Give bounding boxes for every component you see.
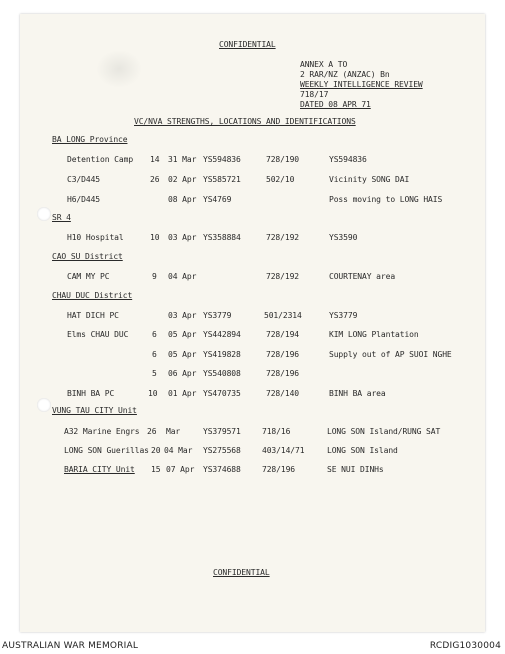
location-cell: YS419828 xyxy=(203,350,241,359)
source-cell: 728/196 xyxy=(266,350,300,359)
strength-cell: 10 xyxy=(150,233,160,242)
date-cell: 31 Mar xyxy=(168,155,197,164)
date-cell: 01 Apr xyxy=(168,389,197,398)
identification-cell: BINH BA area xyxy=(329,389,386,398)
date-cell: 08 Apr xyxy=(168,195,197,204)
archive-credit: AUSTRALIAN WAR MEMORIAL xyxy=(2,641,139,651)
date-cell: 05 Apr xyxy=(168,330,197,339)
unit-cell: HAT DICH PC xyxy=(67,311,119,320)
identification-cell: COURTENAY area xyxy=(329,272,396,281)
date-cell: 03 Apr xyxy=(168,233,197,242)
identification-cell: Vicinity SONG DAI xyxy=(329,175,410,184)
source-cell: 728/196 xyxy=(262,465,296,474)
strength-cell: 26 xyxy=(150,175,160,184)
unit-cell: LONG SON Guerillas xyxy=(64,446,149,455)
unit-cell: CAM MY PC xyxy=(67,272,110,281)
unit-cell: Elms CHAU DUC xyxy=(67,330,129,339)
source-cell: 728/140 xyxy=(266,389,300,398)
unit-cell: A32 Marine Engrs xyxy=(64,427,140,436)
strength-cell: 5 xyxy=(152,369,157,378)
location-cell: YS540808 xyxy=(203,369,241,378)
smudge-mark xyxy=(96,50,142,88)
strength-cell: 6 xyxy=(152,330,157,339)
source-cell: 728/192 xyxy=(266,272,300,281)
identification-cell: LONG SON Island xyxy=(327,446,398,455)
source-cell: 728/196 xyxy=(266,369,300,378)
location-cell: YS374688 xyxy=(203,465,241,474)
document-title: VC/NVA STRENGTHS, LOCATIONS AND IDENTIFICATIONS xyxy=(134,117,356,126)
document-page xyxy=(20,14,485,632)
location-cell: YS379571 xyxy=(203,427,241,436)
unit-cell: H10 Hospital xyxy=(67,233,124,242)
location-cell: YS275568 xyxy=(203,446,241,455)
identification-cell: KIM LONG Plantation xyxy=(329,330,419,339)
date-cell: 06 Apr xyxy=(168,369,197,378)
location-cell: YS442894 xyxy=(203,330,241,339)
location-cell: YS3779 xyxy=(203,311,232,320)
identification-cell: YS3590 xyxy=(329,233,358,242)
archive-reference: RCDIG1030004 xyxy=(429,641,501,651)
annex-line: WEEKLY INTELLIGENCE REVIEW xyxy=(300,80,423,89)
annex-line: 2 RAR/NZ (ANZAC) Bn xyxy=(300,70,390,79)
punch-hole xyxy=(37,207,51,221)
section-heading: CAO SU District xyxy=(52,252,123,261)
location-cell: YS594836 xyxy=(203,155,241,164)
date-cell: 04 Apr xyxy=(168,272,197,281)
strength-cell: 20 xyxy=(151,446,161,455)
section-heading: BA LONG Province xyxy=(52,135,128,144)
unit-cell: BINH BA PC xyxy=(67,389,115,398)
annex-line: ANNEX A TO xyxy=(300,60,348,69)
date-cell: 04 Mar xyxy=(164,446,193,455)
location-cell: YS470735 xyxy=(203,389,241,398)
strength-cell: 26 xyxy=(147,427,157,436)
annex-line: 718/17 xyxy=(300,90,329,99)
unit-cell: H6/D445 xyxy=(67,195,101,204)
source-cell: 403/14/71 xyxy=(262,446,305,455)
strength-cell: 9 xyxy=(152,272,157,281)
identification-cell: SE NUI DINHs xyxy=(327,465,384,474)
identification-cell: Supply out of AP SUOI NGHE xyxy=(329,350,452,359)
source-cell: 501/2314 xyxy=(264,311,302,320)
location-cell: YS358884 xyxy=(203,233,241,242)
location-cell: YS4769 xyxy=(203,195,232,204)
section-heading: SR 4 xyxy=(52,213,71,222)
punch-hole xyxy=(37,398,51,412)
strength-cell: 14 xyxy=(150,155,160,164)
location-cell: YS585721 xyxy=(203,175,241,184)
source-cell: 718/16 xyxy=(262,427,291,436)
annex-line: DATED 08 APR 71 xyxy=(300,100,371,109)
date-cell: Mar xyxy=(166,427,181,436)
classification-header: CONFIDENTIAL xyxy=(219,40,276,49)
date-cell: 07 Apr xyxy=(166,465,195,474)
section-heading: CHAU DUC District xyxy=(52,291,133,300)
unit-cell: BARIA CITY Unit xyxy=(64,465,135,474)
unit-cell: C3/D445 xyxy=(67,175,101,184)
section-heading: VUNG TAU CITY Unit xyxy=(52,406,137,415)
classification-footer: CONFIDENTIAL xyxy=(213,568,270,577)
source-cell: 728/190 xyxy=(266,155,300,164)
date-cell: 02 Apr xyxy=(168,175,197,184)
source-cell: 728/194 xyxy=(266,330,300,339)
identification-cell: YS594836 xyxy=(329,155,367,164)
identification-cell: LONG SON Island/RUNG SAT xyxy=(327,427,441,436)
unit-cell: Detention Camp xyxy=(67,155,134,164)
source-cell: 728/192 xyxy=(266,233,300,242)
date-cell: 03 Apr xyxy=(168,311,197,320)
strength-cell: 6 xyxy=(152,350,157,359)
identification-cell: YS3779 xyxy=(329,311,358,320)
strength-cell: 15 xyxy=(151,465,161,474)
strength-cell: 10 xyxy=(148,389,158,398)
date-cell: 05 Apr xyxy=(168,350,197,359)
source-cell: 502/10 xyxy=(266,175,295,184)
identification-cell: Poss moving to LONG HAIS xyxy=(329,195,443,204)
